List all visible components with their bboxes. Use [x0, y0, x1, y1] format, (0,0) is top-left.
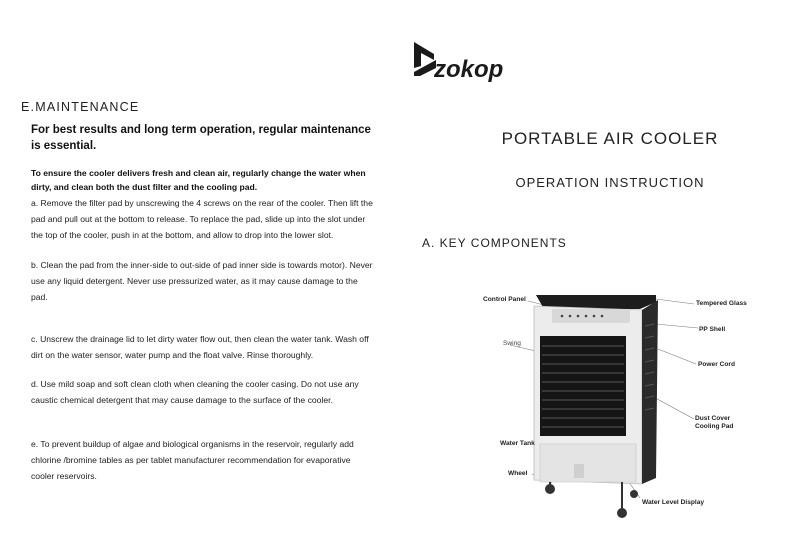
page-subtitle: OPERATION INSTRUCTION — [515, 175, 705, 190]
label-cooling-pad: Cooling Pad — [695, 423, 734, 430]
maintenance-step-c: c. Unscrew the drainage lid to let dirty water flow out, then clean the water tank. Wash off dirt on the water sensor, water pump and the float valve. Rinse thoroughly. — [31, 334, 369, 360]
maintenance-step-d: d. Use mild soap and soft clean cloth when cleaning the cooler casing. Do not use any caustic chemical detergent that may cause damage to the surface of the cooler. — [31, 379, 359, 405]
page-title: PORTABLE AIR COOLER — [501, 129, 719, 148]
label-water-level-display: Water Level Display — [642, 499, 705, 506]
brand-logo-text: zokop — [434, 56, 504, 83]
label-swing: Swing — [503, 340, 521, 347]
label-tempered-glass: Tempered Glass — [696, 300, 747, 307]
label-pp-shell: PP Shell — [699, 326, 726, 333]
swing-louvers — [540, 336, 626, 436]
air-cooler-diagram — [470, 284, 800, 524]
maintenance-intro: For best results and long term operation, regular maintenance is essential. — [31, 124, 371, 152]
label-power-cord: Power Cord — [698, 361, 736, 368]
label-wheel: Wheel — [508, 470, 528, 477]
water-tank — [540, 444, 636, 482]
water-level-window — [574, 464, 584, 478]
label-dust-cover: Dust Cover — [695, 415, 731, 422]
label-water-tank: Water Tank — [500, 440, 535, 447]
key-components-heading: A. KEY COMPONENTS — [422, 236, 567, 250]
maintenance-heading: E.MAINTENANCE — [21, 100, 140, 114]
side-panel — [642, 300, 658, 484]
label-control-panel: Control Panel — [483, 296, 526, 303]
wheels — [545, 484, 638, 518]
maintenance-step-b: b. Clean the pad from the inner-side to out-side of pad inner side is towards motor). Never use any liquid detergent. Never use pressurized water, as it may cause damage to the pad. — [31, 260, 373, 302]
maintenance-step-a: a. Remove the filter pad by unscrewing the 4 screws on the rear of the cooler. Then lift the pad and pull out at the bottom to release. To replace the pad, slide up into the slot under the top of the cooler, push in at the bottom, and allow to drop into the lower slot. — [31, 198, 373, 240]
maintenance-step-e: e. To prevent buildup of algae and biological organisms in the reservoir, regularly add chlorine /bromine tables as per tablet manufacturer recommendation for evaporative cooler reservoirs. — [31, 439, 354, 481]
maintenance-lead: To ensure the cooler delivers fresh and clean air, regularly change the water when dirty, and clean both the dust filter and the cooling pad. — [31, 168, 366, 192]
control-panel — [552, 309, 630, 323]
brand-logo — [412, 38, 518, 84]
